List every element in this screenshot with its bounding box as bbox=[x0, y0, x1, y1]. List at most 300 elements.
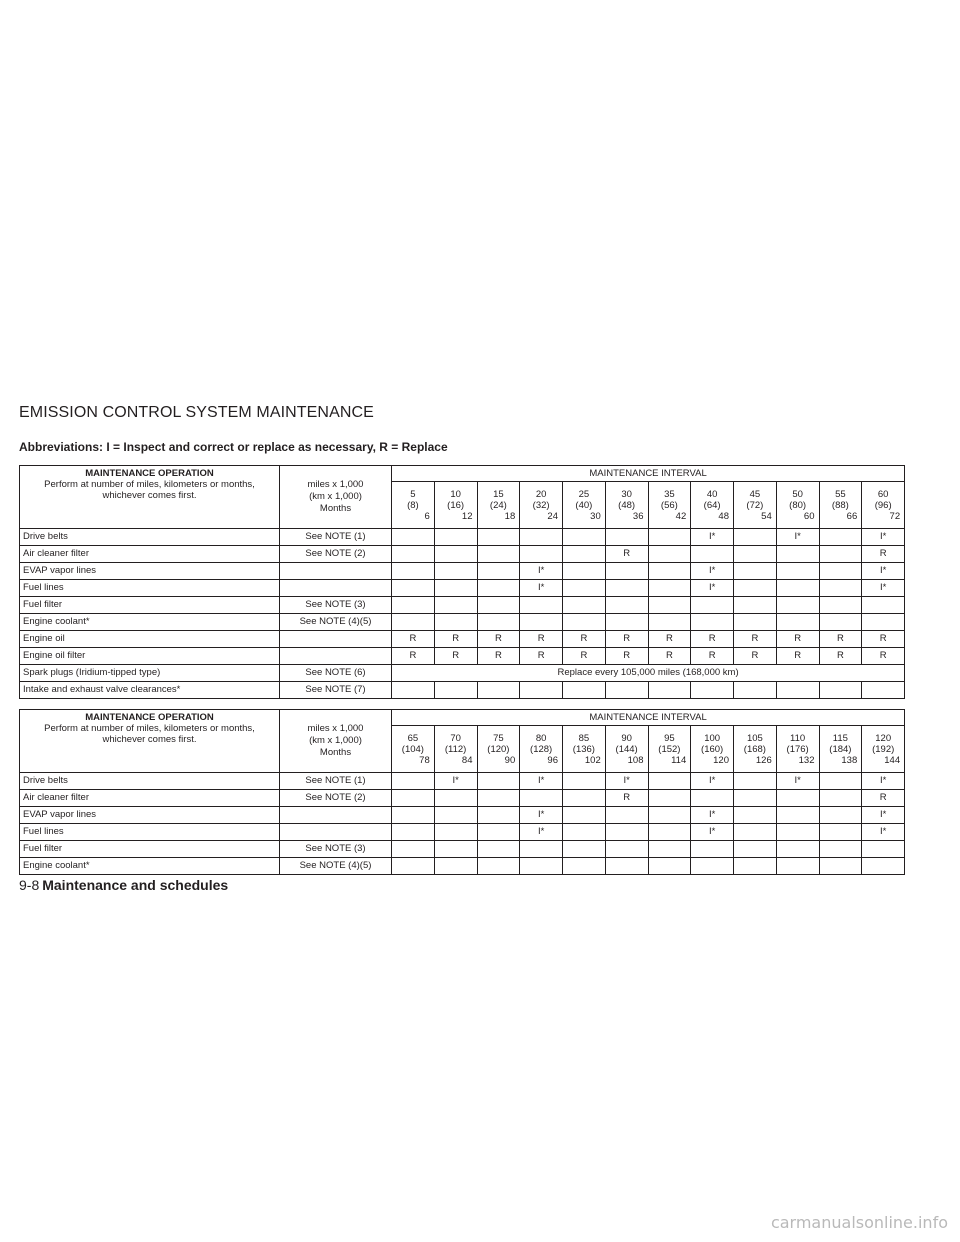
operation-name: Fuel filter bbox=[20, 841, 280, 858]
units-header bbox=[280, 710, 392, 773]
interval-cell bbox=[434, 529, 477, 546]
interval-cell bbox=[434, 546, 477, 563]
interval-km: (96) bbox=[874, 499, 892, 511]
interval-column-header bbox=[563, 482, 606, 529]
interval-months: 126 bbox=[755, 754, 772, 766]
interval-cell: I* bbox=[605, 773, 648, 790]
interval-cell bbox=[819, 841, 862, 858]
interval-months: 60 bbox=[803, 510, 815, 522]
interval-cell bbox=[563, 824, 606, 841]
interval-months: 48 bbox=[718, 510, 729, 522]
interval-cell bbox=[392, 841, 435, 858]
interval-cell: R bbox=[734, 631, 777, 648]
watermark: carmanualsonline.info bbox=[770, 1213, 948, 1232]
interval-cell: R bbox=[392, 631, 435, 648]
interval-km: (160) bbox=[701, 743, 724, 755]
interval-months: 96 bbox=[547, 754, 558, 766]
operation-name: Drive belts bbox=[20, 529, 280, 546]
interval-cell bbox=[691, 597, 734, 614]
interval-cell: R bbox=[434, 631, 477, 648]
interval-cell: R bbox=[862, 648, 905, 665]
interval-cell: R bbox=[477, 631, 520, 648]
interval-cell bbox=[434, 790, 477, 807]
interval-cell: I* bbox=[862, 773, 905, 790]
operation-name: Engine oil filter bbox=[20, 648, 280, 665]
interval-cell bbox=[819, 546, 862, 563]
interval-column-header bbox=[392, 482, 435, 529]
interval-cell bbox=[648, 790, 691, 807]
interval-miles: 20 bbox=[535, 488, 547, 500]
operation-note: See NOTE (3) bbox=[280, 841, 392, 858]
operation-note: See NOTE (4)(5) bbox=[280, 858, 392, 875]
interval-km: (152) bbox=[658, 743, 681, 755]
interval-header: MAINTENANCE INTERVAL bbox=[392, 710, 905, 726]
interval-cell: R bbox=[776, 648, 819, 665]
interval-cell bbox=[691, 858, 734, 875]
interval-column-header bbox=[862, 482, 905, 529]
table-row bbox=[20, 563, 905, 580]
interval-cell bbox=[648, 597, 691, 614]
interval-cell bbox=[819, 614, 862, 631]
interval-miles: 25 bbox=[578, 488, 590, 500]
interval-cell: R bbox=[605, 546, 648, 563]
operation-name: Engine coolant* bbox=[20, 858, 280, 875]
interval-cell bbox=[648, 807, 691, 824]
interval-cell bbox=[691, 614, 734, 631]
operation-note: See NOTE (7) bbox=[280, 682, 392, 699]
operation-name: Intake and exhaust valve clearances* bbox=[20, 682, 280, 699]
interval-cell bbox=[648, 580, 691, 597]
interval-cell bbox=[605, 614, 648, 631]
interval-km: (128) bbox=[530, 743, 553, 755]
interval-miles: 55 bbox=[835, 488, 846, 500]
interval-months: 114 bbox=[671, 754, 687, 766]
interval-months: 90 bbox=[504, 754, 516, 766]
interval-cell: R bbox=[648, 631, 691, 648]
maintenance-table-2 bbox=[19, 709, 905, 875]
interval-cell bbox=[563, 529, 606, 546]
interval-cell: I* bbox=[434, 773, 477, 790]
interval-cell bbox=[605, 597, 648, 614]
interval-miles: 85 bbox=[578, 732, 590, 744]
interval-cell: R bbox=[734, 648, 777, 665]
interval-months: 144 bbox=[884, 754, 901, 766]
interval-cell: I* bbox=[691, 773, 734, 790]
interval-cell bbox=[776, 546, 819, 563]
interval-km: (120) bbox=[487, 743, 510, 755]
interval-miles: 105 bbox=[746, 732, 763, 744]
interval-miles: 60 bbox=[877, 488, 889, 500]
interval-months: 78 bbox=[419, 754, 430, 766]
interval-km: (144) bbox=[615, 743, 638, 755]
interval-months: 54 bbox=[761, 510, 772, 522]
interval-cell: R bbox=[563, 631, 606, 648]
interval-cell bbox=[819, 858, 862, 875]
operation-name: Fuel lines bbox=[20, 580, 280, 597]
interval-cell: I* bbox=[862, 807, 905, 824]
interval-cell: R bbox=[605, 790, 648, 807]
operation-name: Engine oil bbox=[20, 631, 280, 648]
interval-cell bbox=[819, 580, 862, 597]
interval-cell bbox=[734, 597, 777, 614]
interval-column-header bbox=[734, 482, 777, 529]
interval-column-header bbox=[605, 726, 648, 773]
interval-cell bbox=[605, 858, 648, 875]
interval-cell bbox=[819, 807, 862, 824]
interval-months: 72 bbox=[889, 510, 901, 522]
interval-cell bbox=[819, 563, 862, 580]
interval-cell: I* bbox=[520, 807, 563, 824]
interval-column-header bbox=[776, 726, 819, 773]
operation-header-title: MAINTENANCE OPERATION bbox=[85, 712, 214, 723]
interval-cell bbox=[520, 546, 563, 563]
interval-cell bbox=[477, 546, 520, 563]
interval-cell bbox=[605, 824, 648, 841]
interval-months: 36 bbox=[632, 510, 644, 522]
interval-cell: R bbox=[691, 631, 734, 648]
operation-note bbox=[280, 563, 392, 580]
interval-column-header bbox=[434, 482, 477, 529]
interval-months: 138 bbox=[841, 754, 858, 766]
interval-months: 108 bbox=[627, 754, 644, 766]
operation-note: See NOTE (3) bbox=[280, 597, 392, 614]
interval-cell bbox=[691, 841, 734, 858]
interval-miles: 90 bbox=[621, 732, 632, 744]
interval-km: (112) bbox=[444, 743, 467, 755]
interval-cell: I* bbox=[862, 580, 905, 597]
interval-miles: 10 bbox=[450, 488, 461, 500]
interval-cell bbox=[648, 546, 691, 563]
operation-note bbox=[280, 631, 392, 648]
table-row bbox=[20, 631, 905, 648]
operation-header-subtitle: Perform at number of miles, kilometers or months, whichever comes first. bbox=[44, 479, 255, 501]
interval-cell bbox=[776, 841, 819, 858]
interval-cell bbox=[563, 614, 606, 631]
interval-cell bbox=[520, 858, 563, 875]
interval-cell: I* bbox=[520, 580, 563, 597]
operation-note bbox=[280, 580, 392, 597]
interval-miles: 30 bbox=[621, 488, 632, 500]
interval-cell: R bbox=[563, 648, 606, 665]
interval-miles: 50 bbox=[792, 488, 803, 500]
interval-cell bbox=[520, 614, 563, 631]
page-footer bbox=[19, 877, 228, 893]
interval-months: 24 bbox=[547, 510, 558, 522]
interval-cell bbox=[477, 563, 520, 580]
interval-cell bbox=[776, 807, 819, 824]
interval-cell bbox=[605, 682, 648, 699]
section-title: EMISSION CONTROL SYSTEM MAINTENANCE bbox=[19, 404, 374, 421]
interval-cell bbox=[605, 807, 648, 824]
interval-miles: 70 bbox=[450, 732, 461, 744]
interval-months: 6 bbox=[424, 510, 430, 522]
interval-cell bbox=[648, 824, 691, 841]
interval-column-header bbox=[819, 482, 862, 529]
interval-cell bbox=[434, 682, 477, 699]
interval-column-header bbox=[819, 726, 862, 773]
interval-cell: R bbox=[648, 648, 691, 665]
interval-cell bbox=[520, 597, 563, 614]
interval-cell: I* bbox=[862, 563, 905, 580]
interval-cell bbox=[477, 580, 520, 597]
units-months: Months bbox=[319, 747, 352, 758]
interval-cell: I* bbox=[862, 529, 905, 546]
operation-note bbox=[280, 824, 392, 841]
interval-cell: I* bbox=[691, 580, 734, 597]
interval-cell bbox=[862, 858, 905, 875]
interval-cell bbox=[862, 614, 905, 631]
interval-cell bbox=[691, 682, 734, 699]
interval-cell: R bbox=[520, 648, 563, 665]
interval-miles: 40 bbox=[706, 488, 718, 500]
operation-note: See NOTE (2) bbox=[280, 790, 392, 807]
interval-cell bbox=[563, 773, 606, 790]
header-row-top bbox=[20, 466, 905, 482]
units-km: (km x 1,000) bbox=[309, 735, 362, 746]
interval-column-header bbox=[691, 482, 734, 529]
interval-cell bbox=[520, 790, 563, 807]
operation-note: See NOTE (1) bbox=[280, 529, 392, 546]
interval-column-header bbox=[563, 726, 606, 773]
interval-cell bbox=[392, 597, 435, 614]
page-number: 9-8 bbox=[19, 877, 40, 893]
operation-note: See NOTE (1) bbox=[280, 773, 392, 790]
table-row bbox=[20, 858, 905, 875]
interval-months: 132 bbox=[798, 754, 815, 766]
interval-cell bbox=[392, 614, 435, 631]
operation-header bbox=[20, 466, 280, 529]
operation-name: Air cleaner filter bbox=[20, 546, 280, 563]
units-months: Months bbox=[319, 503, 352, 514]
interval-miles: 75 bbox=[493, 732, 504, 744]
interval-cell bbox=[392, 858, 435, 875]
interval-cell bbox=[734, 824, 777, 841]
interval-miles: 95 bbox=[664, 732, 675, 744]
interval-cell: I* bbox=[520, 824, 563, 841]
interval-cell: R bbox=[862, 546, 905, 563]
interval-km: (24) bbox=[489, 499, 507, 511]
interval-months: 120 bbox=[713, 754, 729, 766]
interval-cell bbox=[648, 563, 691, 580]
interval-miles: 115 bbox=[832, 732, 848, 744]
interval-cell bbox=[648, 773, 691, 790]
interval-cell bbox=[776, 614, 819, 631]
interval-cell bbox=[819, 773, 862, 790]
interval-cell bbox=[776, 858, 819, 875]
operation-name: Engine coolant* bbox=[20, 614, 280, 631]
interval-km: (72) bbox=[746, 499, 764, 511]
interval-miles: 80 bbox=[535, 732, 547, 744]
interval-column-header bbox=[776, 482, 819, 529]
interval-cell: R bbox=[691, 648, 734, 665]
interval-cell bbox=[563, 546, 606, 563]
interval-km: (176) bbox=[786, 743, 809, 755]
table-row bbox=[20, 807, 905, 824]
interval-months: 18 bbox=[504, 510, 516, 522]
interval-header: MAINTENANCE INTERVAL bbox=[392, 466, 905, 482]
interval-column-header bbox=[392, 726, 435, 773]
interval-cell bbox=[605, 580, 648, 597]
interval-cell: I* bbox=[691, 807, 734, 824]
interval-cell bbox=[734, 773, 777, 790]
interval-km: (8) bbox=[407, 499, 419, 511]
interval-cell bbox=[477, 614, 520, 631]
interval-cell bbox=[392, 790, 435, 807]
table-row bbox=[20, 648, 905, 665]
operation-header bbox=[20, 710, 280, 773]
interval-column-header bbox=[477, 726, 520, 773]
interval-cell bbox=[520, 682, 563, 699]
interval-cell bbox=[819, 597, 862, 614]
interval-cell bbox=[392, 580, 435, 597]
interval-cell bbox=[477, 529, 520, 546]
interval-cell: R bbox=[605, 648, 648, 665]
interval-cell bbox=[434, 807, 477, 824]
operation-name: EVAP vapor lines bbox=[20, 563, 280, 580]
interval-cell: R bbox=[862, 790, 905, 807]
interval-cell bbox=[776, 563, 819, 580]
interval-miles: 100 bbox=[704, 732, 721, 744]
interval-cell bbox=[520, 841, 563, 858]
interval-cell bbox=[862, 682, 905, 699]
footer-section-name: Maintenance and schedules bbox=[42, 877, 229, 893]
interval-cell bbox=[648, 529, 691, 546]
interval-column-header bbox=[520, 482, 563, 529]
interval-cell: R bbox=[477, 648, 520, 665]
interval-cell bbox=[392, 682, 435, 699]
header-row-top bbox=[20, 710, 905, 726]
interval-km: (88) bbox=[831, 499, 849, 511]
interval-cell bbox=[563, 597, 606, 614]
interval-cell bbox=[563, 580, 606, 597]
interval-km: (56) bbox=[660, 499, 678, 511]
operation-name: Drive belts bbox=[20, 773, 280, 790]
interval-km: (136) bbox=[572, 743, 595, 755]
interval-cell bbox=[648, 682, 691, 699]
interval-cell bbox=[434, 858, 477, 875]
interval-months: 102 bbox=[584, 754, 601, 766]
interval-cell bbox=[434, 597, 477, 614]
table-row bbox=[20, 597, 905, 614]
interval-cell bbox=[477, 841, 520, 858]
interval-cell bbox=[862, 597, 905, 614]
interval-cell bbox=[605, 529, 648, 546]
interval-cell bbox=[734, 529, 777, 546]
interval-km: (104) bbox=[401, 743, 424, 755]
operation-header-title: MAINTENANCE OPERATION bbox=[85, 468, 214, 479]
units-miles: miles x 1,000 bbox=[307, 723, 364, 734]
interval-cell: R bbox=[434, 648, 477, 665]
interval-months: 42 bbox=[675, 510, 687, 522]
operation-note bbox=[280, 648, 392, 665]
interval-cell bbox=[734, 580, 777, 597]
interval-cell bbox=[434, 841, 477, 858]
interval-cell bbox=[776, 682, 819, 699]
interval-km: (192) bbox=[872, 743, 895, 755]
interval-miles: 35 bbox=[664, 488, 675, 500]
units-km: (km x 1,000) bbox=[309, 491, 362, 502]
interval-cell bbox=[734, 546, 777, 563]
operation-name: Fuel lines bbox=[20, 824, 280, 841]
operation-name: EVAP vapor lines bbox=[20, 807, 280, 824]
interval-cell bbox=[648, 614, 691, 631]
interval-cell bbox=[563, 858, 606, 875]
interval-cell bbox=[862, 841, 905, 858]
interval-km: (80) bbox=[789, 499, 807, 511]
interval-cell: I* bbox=[862, 824, 905, 841]
interval-cell: I* bbox=[776, 529, 819, 546]
interval-column-header bbox=[691, 726, 734, 773]
interval-cell bbox=[734, 790, 777, 807]
interval-cell bbox=[477, 597, 520, 614]
interval-miles: 65 bbox=[407, 732, 419, 744]
interval-column-header bbox=[477, 482, 520, 529]
interval-cell: I* bbox=[520, 773, 563, 790]
interval-km: (16) bbox=[447, 499, 465, 511]
interval-cell: I* bbox=[691, 529, 734, 546]
interval-km: (184) bbox=[829, 743, 852, 755]
abbreviations-legend: Abbreviations: I = Inspect and correct or replace as necessary, R = Replace bbox=[19, 440, 448, 454]
interval-cell: I* bbox=[691, 563, 734, 580]
interval-miles: 5 bbox=[410, 488, 416, 500]
interval-km: (168) bbox=[743, 743, 766, 755]
operation-note bbox=[280, 807, 392, 824]
maintenance-table-1 bbox=[19, 465, 905, 699]
interval-column-header bbox=[648, 482, 691, 529]
interval-cell bbox=[776, 597, 819, 614]
operation-note: See NOTE (2) bbox=[280, 546, 392, 563]
operation-name: Air cleaner filter bbox=[20, 790, 280, 807]
interval-cell: R bbox=[392, 648, 435, 665]
interval-months: 66 bbox=[846, 510, 858, 522]
interval-miles: 120 bbox=[875, 732, 892, 744]
interval-cell bbox=[434, 563, 477, 580]
interval-cell bbox=[392, 824, 435, 841]
interval-cell bbox=[819, 790, 862, 807]
interval-cell bbox=[392, 807, 435, 824]
interval-cell bbox=[776, 790, 819, 807]
interval-miles: 110 bbox=[790, 732, 806, 744]
interval-cell bbox=[392, 773, 435, 790]
interval-cell: R bbox=[819, 631, 862, 648]
interval-months: 30 bbox=[590, 510, 601, 522]
interval-km: (48) bbox=[618, 499, 636, 511]
interval-cell bbox=[477, 858, 520, 875]
interval-column-header bbox=[648, 726, 691, 773]
interval-cell: I* bbox=[776, 773, 819, 790]
operation-note: See NOTE (6) bbox=[280, 665, 392, 682]
interval-cell bbox=[734, 807, 777, 824]
operation-header-subtitle: Perform at number of miles, kilometers or months, whichever comes first. bbox=[44, 723, 255, 745]
interval-cell bbox=[819, 824, 862, 841]
table-row bbox=[20, 682, 905, 699]
interval-cell bbox=[734, 841, 777, 858]
table-row bbox=[20, 790, 905, 807]
interval-cell: R bbox=[520, 631, 563, 648]
interval-cell: R bbox=[819, 648, 862, 665]
interval-cell bbox=[734, 858, 777, 875]
interval-km: (64) bbox=[703, 499, 721, 511]
interval-column-header bbox=[734, 726, 777, 773]
table-row bbox=[20, 773, 905, 790]
interval-cell bbox=[734, 563, 777, 580]
table-row bbox=[20, 665, 905, 682]
interval-cell bbox=[648, 858, 691, 875]
interval-cell bbox=[776, 824, 819, 841]
interval-cell: R bbox=[605, 631, 648, 648]
interval-cell bbox=[477, 807, 520, 824]
interval-cell: I* bbox=[520, 563, 563, 580]
